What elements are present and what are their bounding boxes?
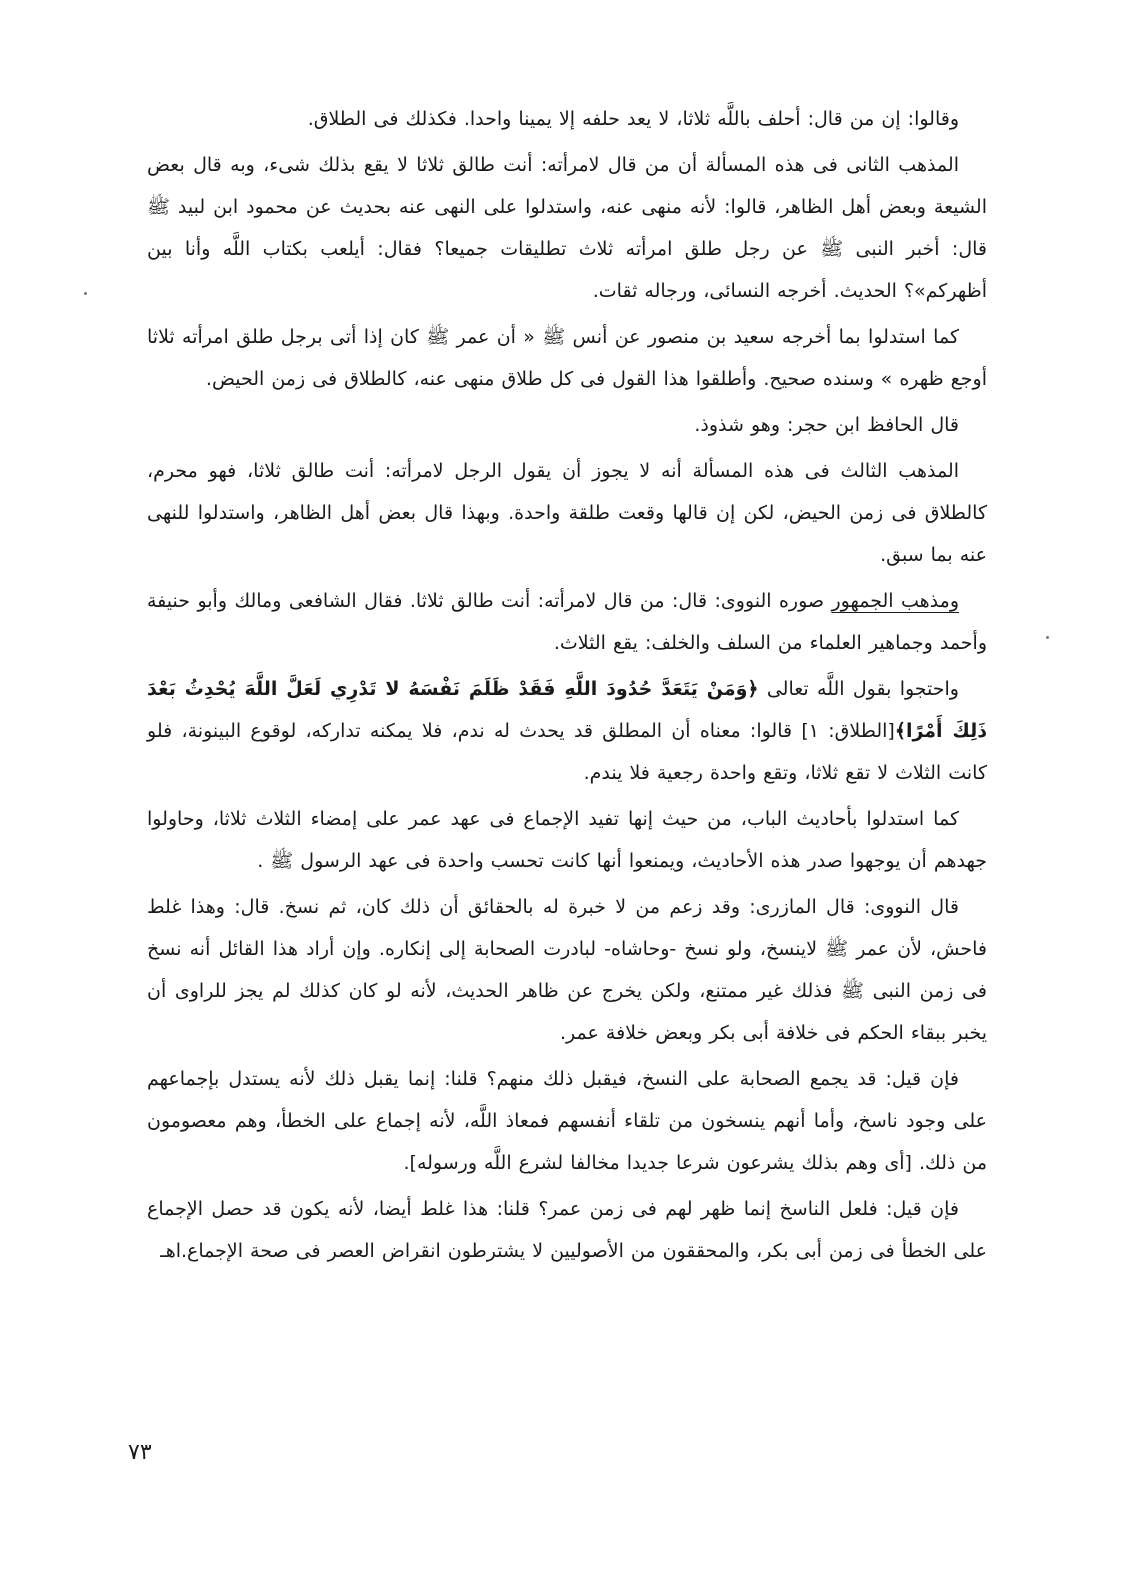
jumhur-lead: ومذهب الجمهور (831, 590, 960, 612)
paragraph-2: المذهب الثانى فى هذه المسألة أن من قال لامرأته: أنت طالق ثلاثا لا يقع بذلك شىء، وبه قال بعض الشيعة وبعض أهل الظاهر، قالوا: لأنه منهى عنه، واستدلوا على النهى عنه بحديث عن محمود ابن لبيد ﷺ قال: أخبر النبى ﷺ عن رجل طلق امرأته ثلاث تطليقات جميعا؟ فقال: أيلعب بكتاب اللَّه وأنا بين أظهركم»؟ الحديث. أخرجه النسائى، ورجاله ثقات. (147, 154, 987, 302)
paragraph-1: وقالوا: إن من قال: أحلف باللَّه ثلاثا، لا يعد حلفه إلا يمينا واحدا. فكذلك فى الطلاق. (307, 108, 959, 130)
paragraph-5: المذهب الثالث فى هذه المسألة أنه لا يجوز أن يقول الرجل لامرأته: أنت طالق ثلاثا، فهو محرم، كالطلاق فى زمن الحيض، لكن إن قالها وقعت طلقة واحدة. وبهذا قال بعض أهل الظاهر، واستدلوا للنهى عنه بما سبق. (147, 460, 987, 566)
paragraph-3: كما استدلوا بما أخرجه سعيد بن منصور عن أنس ﷺ « أن عمر ﷺ كان إذا أتى برجل طلق امرأته ثلاثا أوجع ظهره » وسنده صحيح. وأطلقوا هذا القول فى كل طلاق منهى عنه، كالطلاق فى زمن الحيض. (147, 326, 987, 390)
paragraph-quran (147, 668, 987, 794)
quran-rest: [الطلاق: ١] قالوا: معناه أن المطلق قد يحدث له ندم، فلا يمكنه تداركه، لوقوع البينونة، فلو كانت الثلاث لا تقع ثلاثا، وتقع واحدة رجعية فلا يندم. (147, 720, 987, 784)
quran-verse: ﴿وَمَنْ يَتَعَدَّ حُدُودَ اللَّهِ فَقَدْ ظَلَمَ نَفْسَهُ لا تَدْرِي لَعَلَّ اللَّهَ يُحْدِثُ بَعْدَ ذَلِكَ أَمْرًا﴾ (147, 678, 987, 742)
paragraph-10: فإن قيل: قد يجمع الصحابة على النسخ، فيقبل ذلك منهم؟ قلنا: إنما يقبل ذلك لأنه يستدل بإجماعهم على وجود ناسخ، وأما أنهم ينسخون من تلقاء أنفسهم فمعاذ اللَّه، لأنه إجماع على الخطأ، وهم معصومون من ذلك. [أى وهم بذلك يشرعون شرعا جديدا مخالفا لشرع اللَّه ورسوله]. (147, 1068, 987, 1174)
text-body (147, 98, 987, 1276)
paragraph-9: قال النووى: قال المازرى: وقد زعم من لا خبرة له بالحقائق أن ذلك كان، ثم نسخ. قال: وهذا غلط فاحش، لأن عمر ﷺ لاينسخ، ولو نسخ -وحاشاه- لبادرت الصحابة إلى إنكاره. وإن أراد هذا القائل أنه نسخ فى زمن النبى ﷺ فذلك غير ممتنع، ولكن يخرج عن ظاهر الحديث، لأنه لو كان كذلك لم يجز للراوى أن يخبر ببقاء الحكم فى خلافة أبى بكر وبعض خلافة عمر. (147, 896, 987, 1044)
page-number: ٧٣ (128, 1440, 152, 1465)
scan-speck (84, 292, 87, 295)
paragraph-jumhur (147, 580, 987, 664)
scan-speck (1046, 636, 1049, 639)
quran-intro: واحتجوا بقول اللَّه تعالى (758, 678, 959, 700)
paragraph-8: كما استدلوا بأحاديث الباب، من حيث إنها تفيد الإجماع فى عهد عمر على إمضاء الثلاث ثلاثا، وحاولوا جهدهم أن يوجهوا صدر هذه الأحاديث، ويمنعوا أنها كانت تحسب واحدة فى عهد الرسول ﷺ . (147, 808, 987, 872)
paragraph-4: قال الحافظ ابن حجر: وهو شذوذ. (694, 414, 959, 436)
jumhur-rest: صوره النووى: قال: من قال لامرأته: أنت طالق ثلاثا. فقال الشافعى ومالك وأبو حنيفة وأحمد وجماهير العلماء من السلف والخلف: يقع الثلاث. (147, 590, 987, 654)
paragraph-11: فإن قيل: فلعل الناسخ إنما ظهر لهم فى زمن عمر؟ قلنا: هذا غلط أيضا، لأنه يكون قد حصل الإجماع على الخطأ فى زمن أبى بكر، والمحققون من الأصوليين لا يشترطون انقراض العصر فى صحة الإجماع.اهـ (147, 1198, 987, 1262)
